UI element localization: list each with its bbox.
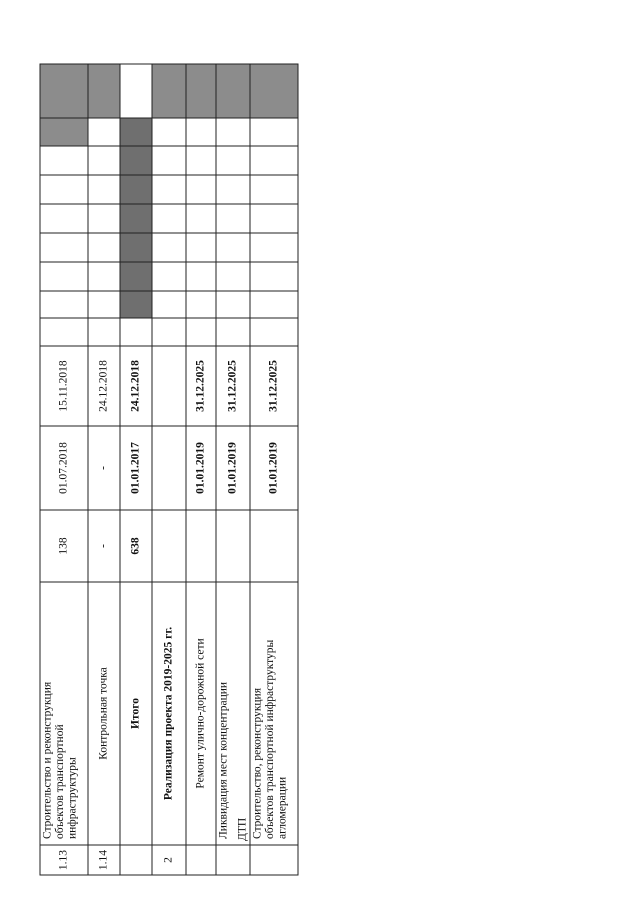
row-name-line: инфраструктуры — [66, 757, 79, 839]
row-name-line: объектов транспортной — [54, 724, 67, 839]
row-name-line: Ремонт улично-дорожной сети — [194, 638, 207, 789]
timeline-shaded-cell — [120, 262, 152, 291]
row-end-date: 24.12.2018 — [129, 360, 142, 412]
row-start-date: 01.01.2019 — [226, 442, 239, 494]
timeline-shaded-cell — [120, 175, 152, 204]
timeline-shaded-cell — [88, 64, 120, 118]
timeline-shaded-cell — [40, 118, 88, 146]
timeline-shaded-cell — [120, 146, 152, 175]
row-name-line: Строительство, реконструкция — [251, 688, 264, 839]
row-value: 638 — [129, 537, 142, 555]
row-start-date: 01.01.2019 — [194, 442, 207, 494]
timeline-shaded-cell — [186, 64, 216, 118]
row-number: 1.13 — [57, 849, 70, 871]
row-start-date: 01.01.2017 — [129, 442, 142, 494]
row-start-date: 01.07.2018 — [57, 442, 70, 494]
row-name-line: объектов транспортной инфраструктуры — [264, 639, 277, 839]
row-value: 138 — [57, 537, 70, 555]
timeline-shaded-cell — [40, 64, 88, 118]
row-number: 1.14 — [97, 849, 110, 871]
row-value: - — [97, 544, 110, 548]
row-name-line: Итого — [129, 698, 142, 729]
row-name-line: агломерации — [276, 776, 289, 839]
row-name-line: Реализация проекта 2019-2025 гг. — [162, 626, 175, 801]
timeline-shaded-cell — [152, 64, 186, 118]
timeline-shaded-cell — [120, 204, 152, 233]
row-start-date: - — [97, 466, 110, 470]
timeline-shaded-cell — [120, 233, 152, 262]
row-name-line: ДТП — [236, 817, 249, 841]
row-name-line: Ликвидация мест концентрации — [217, 681, 230, 839]
row-start-date: 01.01.2019 — [267, 442, 280, 494]
timeline-shaded-cell — [120, 118, 152, 146]
row-number: 2 — [162, 857, 175, 863]
row-end-date: 31.12.2025 — [226, 360, 239, 412]
row-name-line: Строительство и реконструкция — [41, 681, 54, 839]
row-end-date: 31.12.2025 — [267, 360, 280, 412]
timeline-shaded-cell — [120, 291, 152, 318]
timeline-shaded-cell — [216, 64, 250, 118]
row-end-date: 15.11.2018 — [57, 360, 70, 412]
row-end-date: 24.12.2018 — [97, 360, 110, 412]
row-name-line: Контрольная точка — [97, 667, 110, 760]
timeline-shaded-cell — [250, 64, 298, 118]
row-end-date: 31.12.2025 — [194, 360, 207, 412]
